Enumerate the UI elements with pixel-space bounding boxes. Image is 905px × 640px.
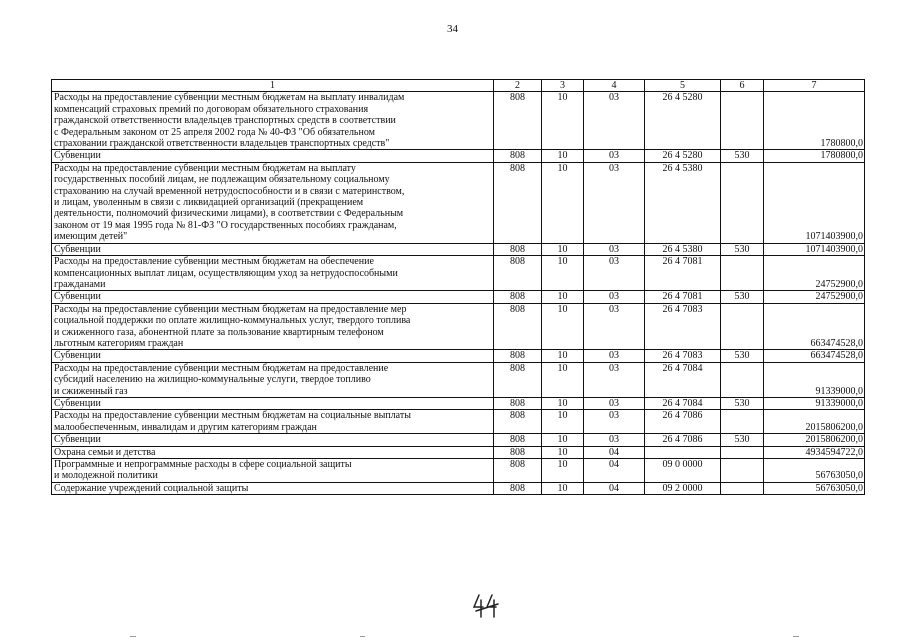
row-expense-type-cell (721, 482, 764, 494)
row-expense-type-cell: 530 (721, 150, 764, 162)
row-description-cell: Субвенции (52, 243, 494, 255)
row-subsection-cell: 03 (584, 350, 645, 362)
row-expense-type-cell (721, 162, 764, 243)
row-admin-code-cell: 808 (494, 256, 542, 291)
row-expense-type-cell: 530 (721, 350, 764, 362)
row-admin-code-cell: 808 (494, 162, 542, 243)
row-target-article-cell: 26 4 5280 (645, 150, 721, 162)
header-cell-2: 2 (494, 80, 542, 92)
row-amount-cell: 1780800,0 (764, 150, 865, 162)
row-target-article-cell: 26 4 7083 (645, 350, 721, 362)
row-expense-type-cell (721, 446, 764, 458)
row-section-cell: 10 (542, 303, 584, 350)
row-admin-code-cell: 808 (494, 291, 542, 303)
row-section-cell: 10 (542, 446, 584, 458)
row-expense-type-cell: 530 (721, 291, 764, 303)
scan-artifact (130, 636, 136, 637)
row-description-cell: Субвенции (52, 150, 494, 162)
row-description-cell: Программные и непрограммные расходы в сфере социальной защиты и молодежной политики (52, 459, 494, 483)
table-row (52, 350, 865, 362)
row-target-article-cell: 26 4 5380 (645, 243, 721, 255)
row-admin-code-cell: 808 (494, 150, 542, 162)
scan-artifact (360, 636, 365, 637)
row-admin-code-cell: 808 (494, 350, 542, 362)
row-section-cell: 10 (542, 434, 584, 446)
row-section-cell: 10 (542, 397, 584, 409)
table-row (52, 434, 865, 446)
row-amount-cell: 4934594722,0 (764, 446, 865, 458)
row-description-cell: Содержание учреждений социальной защиты (52, 482, 494, 494)
row-target-article-cell (645, 446, 721, 458)
row-target-article-cell: 26 4 7081 (645, 291, 721, 303)
row-amount-cell: 1071403900,0 (764, 243, 865, 255)
table-row (52, 397, 865, 409)
row-subsection-cell: 03 (584, 397, 645, 409)
row-admin-code-cell: 808 (494, 410, 542, 434)
row-subsection-cell: 03 (584, 162, 645, 243)
row-amount-cell: 91339000,0 (764, 397, 865, 409)
row-amount-cell: 663474528,0 (764, 350, 865, 362)
row-expense-type-cell (721, 459, 764, 483)
table-header-row (52, 80, 865, 92)
row-admin-code-cell: 808 (494, 434, 542, 446)
row-expense-type-cell: 530 (721, 243, 764, 255)
header-cell-4: 4 (584, 80, 645, 92)
header-cell-7: 7 (764, 80, 865, 92)
row-admin-code-cell: 808 (494, 446, 542, 458)
row-description-cell: Субвенции (52, 350, 494, 362)
header-cell-3: 3 (542, 80, 584, 92)
row-amount-cell: 1780800,0 (764, 92, 865, 150)
row-subsection-cell: 03 (584, 150, 645, 162)
scan-artifact (793, 636, 799, 637)
row-expense-type-cell: 530 (721, 397, 764, 409)
row-target-article-cell: 26 4 5280 (645, 92, 721, 150)
table-row (52, 303, 865, 350)
row-expense-type-cell (721, 92, 764, 150)
table-row (52, 482, 865, 494)
row-description-cell: Расходы на предоставление субвенции местным бюджетам на обеспечение компенсационных выплат лицам, осуществляющим уход за нетрудоспособными гражданами (52, 256, 494, 291)
row-amount-cell: 663474528,0 (764, 303, 865, 350)
row-subsection-cell: 04 (584, 459, 645, 483)
table-row (52, 256, 865, 291)
table-row (52, 243, 865, 255)
row-expense-type-cell (721, 256, 764, 291)
budget-table (51, 79, 865, 495)
row-amount-cell: 56763050,0 (764, 459, 865, 483)
row-subsection-cell: 03 (584, 92, 645, 150)
header-cell-5: 5 (645, 80, 721, 92)
row-amount-cell: 56763050,0 (764, 482, 865, 494)
row-description-cell: Расходы на предоставление субвенции местным бюджетам на выплату инвалидам компенсаций страховых премий по договорам обязательного страхования гражданской ответственности владельцев транспортных средств в соответствии с Федеральным законом от 25 апреля 2002 года № 40-ФЗ "Об обязательном страховании гражданской ответственности владельцев транспортных средств" (52, 92, 494, 150)
table-row (52, 446, 865, 458)
row-description-cell: Субвенции (52, 291, 494, 303)
row-section-cell: 10 (542, 410, 584, 434)
row-section-cell: 10 (542, 362, 584, 397)
table-body (52, 80, 865, 495)
page-number: 34 (447, 23, 458, 35)
row-subsection-cell: 03 (584, 410, 645, 434)
row-admin-code-cell: 808 (494, 303, 542, 350)
row-section-cell: 10 (542, 459, 584, 483)
table-row (52, 459, 865, 483)
row-amount-cell: 91339000,0 (764, 362, 865, 397)
row-subsection-cell: 03 (584, 243, 645, 255)
row-description-cell: Расходы на предоставление субвенции местным бюджетам на социальные выплаты малообеспеченным, инвалидам и другим категориям граждан (52, 410, 494, 434)
row-admin-code-cell: 808 (494, 92, 542, 150)
row-admin-code-cell: 808 (494, 243, 542, 255)
header-cell-6: 6 (721, 80, 764, 92)
row-section-cell: 10 (542, 482, 584, 494)
row-target-article-cell: 26 4 7083 (645, 303, 721, 350)
row-target-article-cell: 26 4 7086 (645, 410, 721, 434)
row-admin-code-cell: 808 (494, 397, 542, 409)
row-target-article-cell: 26 4 7084 (645, 397, 721, 409)
signature-mark (472, 592, 502, 620)
table-row (52, 150, 865, 162)
row-section-cell: 10 (542, 92, 584, 150)
row-expense-type-cell (721, 362, 764, 397)
row-expense-type-cell: 530 (721, 434, 764, 446)
row-target-article-cell: 26 4 5380 (645, 162, 721, 243)
row-expense-type-cell (721, 410, 764, 434)
row-target-article-cell: 09 0 0000 (645, 459, 721, 483)
row-subsection-cell: 03 (584, 362, 645, 397)
row-description-cell: Расходы на предоставление субвенции местным бюджетам на выплату государственных пособий лицам, не подлежащим обязательному социальному страхованию на случай временной нетрудоспособности и в связи с материнством, и лицам, уволенным в связи с ликвидацией организаций (прекращением деятельности, полномочий физическими лицами), в соответствии с Федеральным законом от 19 мая 1995 года № 81-ФЗ "О государственных пособиях гражданам, имеющим детей" (52, 162, 494, 243)
row-amount-cell: 2015806200,0 (764, 434, 865, 446)
row-description-cell: Расходы на предоставление субвенции местным бюджетам на предоставление субсидий населению на жилищно-коммунальные услуги, твердое топливо и сжиженный газ (52, 362, 494, 397)
row-subsection-cell: 03 (584, 303, 645, 350)
header-cell-1: 1 (52, 80, 494, 92)
row-section-cell: 10 (542, 291, 584, 303)
table-row (52, 362, 865, 397)
row-subsection-cell: 03 (584, 291, 645, 303)
row-section-cell: 10 (542, 162, 584, 243)
row-subsection-cell: 03 (584, 434, 645, 446)
table-row (52, 92, 865, 150)
row-section-cell: 10 (542, 256, 584, 291)
table-row (52, 410, 865, 434)
table-row (52, 291, 865, 303)
row-section-cell: 10 (542, 150, 584, 162)
handwritten-signature (472, 592, 502, 625)
row-amount-cell: 1071403900,0 (764, 162, 865, 243)
row-description-cell: Расходы на предоставление субвенции местным бюджетам на предоставление мер социальной поддержки по оплате жилищно-коммунальных услуг, твердого топлива и сжиженного газа, абонентной плате за пользование квартирным телефоном льготным категориям граждан (52, 303, 494, 350)
row-target-article-cell: 26 4 7086 (645, 434, 721, 446)
row-section-cell: 10 (542, 243, 584, 255)
row-subsection-cell: 04 (584, 446, 645, 458)
row-description-cell: Субвенции (52, 434, 494, 446)
row-subsection-cell: 03 (584, 256, 645, 291)
row-admin-code-cell: 808 (494, 482, 542, 494)
row-amount-cell: 2015806200,0 (764, 410, 865, 434)
row-section-cell: 10 (542, 350, 584, 362)
table-row (52, 162, 865, 243)
row-expense-type-cell (721, 303, 764, 350)
row-admin-code-cell: 808 (494, 362, 542, 397)
row-target-article-cell: 26 4 7081 (645, 256, 721, 291)
row-target-article-cell: 26 4 7084 (645, 362, 721, 397)
row-description-cell: Субвенции (52, 397, 494, 409)
row-admin-code-cell: 808 (494, 459, 542, 483)
row-amount-cell: 24752900,0 (764, 256, 865, 291)
row-description-cell: Охрана семьи и детства (52, 446, 494, 458)
row-amount-cell: 24752900,0 (764, 291, 865, 303)
row-target-article-cell: 09 2 0000 (645, 482, 721, 494)
row-subsection-cell: 04 (584, 482, 645, 494)
